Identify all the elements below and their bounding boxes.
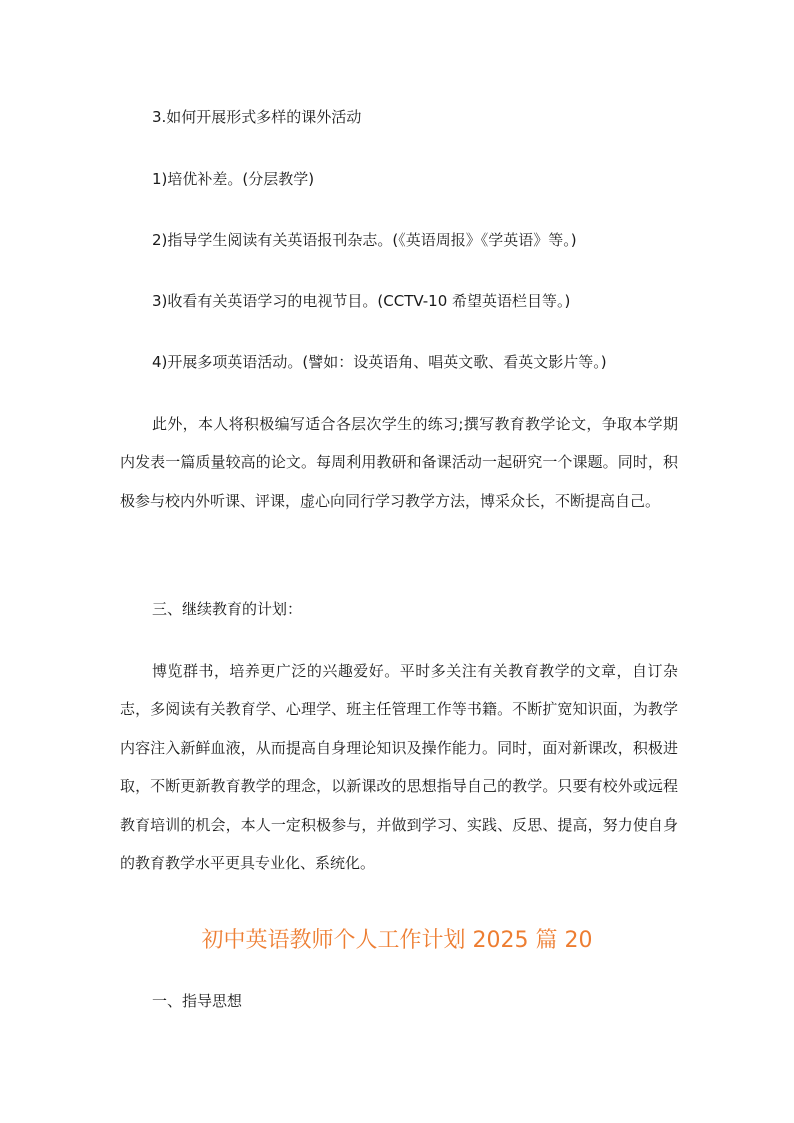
body-paragraph: 博览群书，培养更广泛的兴趣爱好。平时多关注有关教育教学的文章，自订杂志，多阅读有关教育学、心理学、班主任管理工作等书籍。不断扩宽知识面，为教学内容注入新鲜血液，从而提高自身理论知识及操作能力。同时，面对新课改，积极进取，不断更新教育教学的理念，以新课改的思想指导自己的教学。只要有校外或远程教育培训的机会，本人一定积极参与，并做到学习、实践、反思、提高，努力使自身的教育教学水平更具专业化、系统化。 [120,662,678,873]
body-paragraph: 此外，本人将积极编写适合各层次学生的练习;撰写教育教学论文，争取本学期内发表一篇质量较高的论文。每周利用教研和备课活动一起研究一个课题。同时，积极参与校内外听课、评课，虚心向同行学习教学方法，博采众长，不断提高自己。 [120,415,678,510]
article-title: 初中英语教师个人工作计划 2025 篇 20 [201,928,593,953]
list-item: 1)培优补差。(分层教学) [152,170,315,188]
section-heading: 三、继续教育的计划： [152,600,303,618]
list-item-heading: 3.如何开展形式多样的课外活动 [152,108,362,126]
list-item: 4)开展多项英语活动。(譬如：设英语角、唱英文歌、看英文影片等。) [152,353,607,371]
section-heading: 一、指导思想 [152,992,243,1010]
list-item: 3)收看有关英语学习的电视节目。(CCTV-10 希望英语栏目等。) [152,292,571,310]
list-item: 2)指导学生阅读有关英语报刊杂志。(《英语周报》《学英语》等。) [152,231,577,249]
